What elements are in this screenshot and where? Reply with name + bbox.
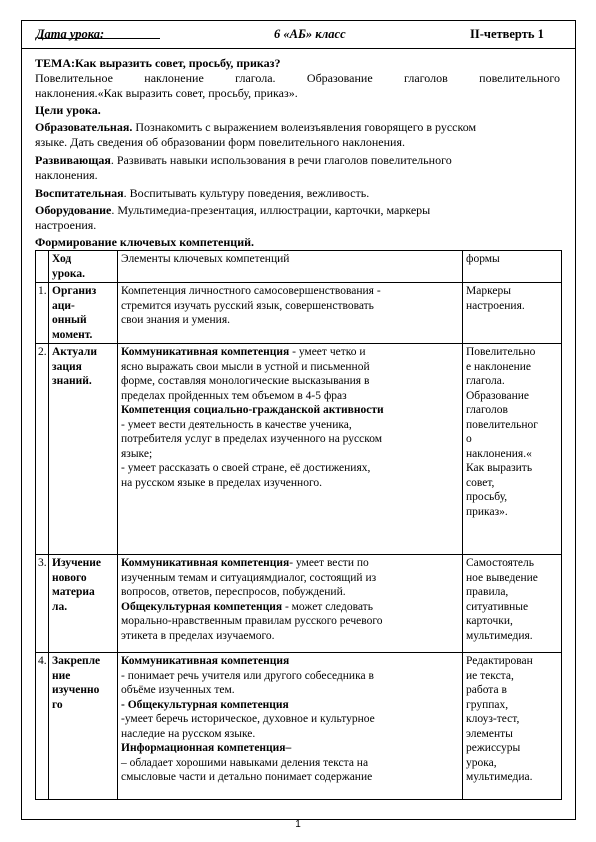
competence-text: изученным темам и ситуациямдиалог, состоящий из [121,571,377,584]
forms-cell [463,555,562,653]
competence-text: - понимает речь учителя или другого собеседника в [121,669,374,682]
lesson-table [35,250,562,800]
stage-cell [49,344,118,555]
competence-title: - Общекультурная компетенция [121,698,289,711]
forms-line: урока, [466,756,497,769]
competence-line [121,403,459,418]
stage-line: Организ [52,285,97,297]
upbringing-text: . Воспитывать культуру поведения, вежливость. [123,186,370,200]
competence-text: ясно выражать свои мысли в устной и письменной [121,360,370,373]
forms-line: о [466,433,472,445]
forms-cell [463,344,562,555]
stage-line: Актуали [52,346,97,358]
goal-upbringing [35,186,560,201]
forms-line: карточки, [466,615,513,627]
table-header-row [36,251,562,283]
class-label: 6 «АБ» класс [274,27,346,41]
stage-line: Изучение [52,557,102,569]
competence-line [121,432,459,447]
competence-line [121,447,459,462]
competence-cell [118,555,463,653]
competence-text: морально-нравственным правилам русского речевого [121,615,383,627]
competence-text: свои знания и умения. [121,314,230,326]
developing-label: Развивающая [35,153,111,167]
competence-line [121,669,459,684]
competence-line [121,600,459,615]
forms-line: элементы [466,727,513,740]
forms-line: Редактирован [466,655,533,667]
competence-title: Информационная компетенция– [121,742,292,754]
competence-text: вопросов, ответов, переспросов, побуждений. [121,586,346,598]
competence-title: Коммуникативная компетенция [121,557,290,569]
forms-cell [463,283,562,344]
competence-line [121,654,459,669]
competence-line [121,461,459,476]
forms-line: Повелительно [466,346,536,358]
competence-title: Коммуникативная компетенция [121,346,290,358]
forms-line: настроения. [466,299,525,312]
stage-line: онный [52,314,87,326]
stage-line: зация [52,360,82,373]
stage-line: Закрепле [52,655,101,667]
competence-cell [118,653,463,800]
forms-line: совет, [466,476,495,489]
stage-line: момент. [52,328,93,341]
competence-line [121,299,459,314]
stage-cell [49,283,118,344]
forms-line: клоуз-тест, [466,713,520,725]
educational-label: Образовательная. [35,120,133,134]
competence-text: стремится изучать русский язык, совершенствовать [121,299,374,312]
forms-line: Как выразить [466,462,533,474]
educational-text: Познакомить с выражением волеизъявления говорящего в русском [132,120,477,134]
competence-line [121,756,459,771]
forms-line: Образование [466,389,530,402]
stage-cell [49,653,118,800]
competence-line [121,571,459,586]
competence-line [121,698,459,713]
competence-text: Компетенция личностного самосовершенствования - [121,285,381,297]
row-number-cell: 4. [36,653,49,800]
competence-title: Общекультурная компетенция [121,600,283,613]
equipment-label: Оборудование [35,203,112,217]
competence-cell [118,344,463,555]
table-row [36,344,562,555]
header-forms-cell: формы [463,251,562,283]
forms-line: мультимедия. [466,629,533,642]
stage-cell [49,555,118,653]
competence-text: - может следовать [282,600,373,613]
competence-line [121,614,459,629]
goal-developing-cont: наклонения. [35,168,98,182]
header-stage-line: Ход [52,253,72,265]
table-row [36,653,562,800]
forms-line: Маркеры [466,285,511,297]
competence-text: - умеет вести деятельность в качестве ученика, [121,418,352,431]
competence-text: языке; [121,447,153,460]
competence-text: форме, составляя монологические высказывания в [121,375,370,387]
header-stage-line: урока. [52,267,85,280]
forms-cell [463,653,562,800]
competence-line [121,389,459,404]
header-num-cell [36,251,49,283]
equipment-text: . Мультимедиа-презентация, иллюстрации, карточки, маркеры [111,203,431,217]
competence-line [121,770,459,785]
competence-text: этикета в пределах изучаемого. [121,629,275,642]
stage-line: материа [52,586,95,598]
competence-line [121,585,459,600]
document-header [30,27,570,47]
header-divider [22,48,575,49]
competence-line [121,284,459,299]
competence-line [121,712,459,727]
table-row [36,555,562,653]
competence-text: объёме изученных тем. [121,684,235,696]
competence-line [121,476,459,491]
competence-text: - умеет вести по [289,557,369,569]
row-number-cell: 1. [36,283,49,344]
competence-line [121,418,459,433]
competence-text: смысловые части и детально понимает содержание [121,771,373,783]
competence-text: наследие на русском языке. [121,727,256,740]
topic-line-1: Повелительное наклонение глагола. Образование глаголов повелительного [35,71,560,85]
competence-line [121,556,459,571]
competence-line [121,313,459,328]
upbringing-label: Воспитательная [35,186,124,200]
developing-text: . Развивать навыки использования в речи глаголов повелительного [110,153,452,167]
competence-line [121,683,459,698]
stage-line: аци- [52,299,75,312]
forms-line: правила, [466,586,509,598]
competence-title: Компетенция социально-гражданской активности [121,404,384,416]
competence-line [121,727,459,742]
forms-line: е наклонение [466,360,531,373]
competence-text: – обладает хорошими навыками деления текста на [121,756,369,769]
quarter-label: II-четверть 1 [470,27,544,41]
forms-line: приказ». [466,505,508,518]
forms-line: просьбу, [466,491,508,503]
goal-educational-cont: языке. Дать сведения об образовании форм повелительного наклонения. [35,135,405,149]
forms-line: повелительног [466,418,538,431]
forms-line: группах, [466,698,509,711]
stage-line: изученно [52,684,100,696]
competence-text: - умеет рассказать о своей стране, её достижениях, [121,462,371,474]
header-elements-cell: Элементы ключевых компетенций [118,251,463,283]
date-underline [38,27,160,39]
equipment-cont: настроения. [35,218,97,232]
forms-line: ное выведение [466,571,538,584]
topic-line-2: наклонения.«Как выразить совет, просьбу, приказ». [35,86,298,100]
forms-line: Самостоятель [466,557,535,569]
forms-line: работа в [466,684,507,696]
competence-cell [118,283,463,344]
stage-line: го [52,698,63,711]
competence-text: пределах пройденных тем объемом в 4-5 фраз [121,389,347,402]
competence-line [121,629,459,644]
competence-text: на русском языке в пределах изученного. [121,476,323,489]
header-stage-cell [49,251,118,283]
goals-heading: Цели урока. [35,103,101,117]
forms-line: наклонения.« [466,447,532,460]
page-number: 1 [295,819,301,830]
topic-title: ТЕМА:Как выразить совет, просьбу, приказ? [35,56,281,70]
competence-line [121,360,459,375]
competences-heading: Формирование ключевых компетенций. [35,235,255,249]
row-number-cell: 3. [36,555,49,653]
forms-line: мультимедиа. [466,771,533,783]
forms-line: ситуативные [466,600,529,613]
equipment [35,203,560,218]
competence-line [121,374,459,389]
stage-line: ла. [52,600,68,613]
goal-developing [35,153,560,168]
stage-line: нового [52,571,87,584]
date-label: Дата урока: [36,27,105,41]
forms-line: режиссуры [466,742,521,754]
competence-text: -умеет беречь историческое, духовное и культурное [121,713,375,725]
stage-line: знаний. [52,375,92,387]
forms-line: ие текста, [466,669,514,682]
stage-line: ние [52,669,71,682]
competence-line [121,345,459,360]
forms-line: глагола. [466,375,505,387]
row-number-cell: 2. [36,344,49,555]
forms-line: глаголов [466,404,508,416]
table-row [36,283,562,344]
competence-text: потребителя услуг в пределах изученного на русском [121,433,383,445]
competence-line [121,741,459,756]
goal-educational [35,120,560,135]
competence-title: Коммуникативная компетенция [121,655,290,667]
competence-text: - умеет четко и [289,346,366,358]
